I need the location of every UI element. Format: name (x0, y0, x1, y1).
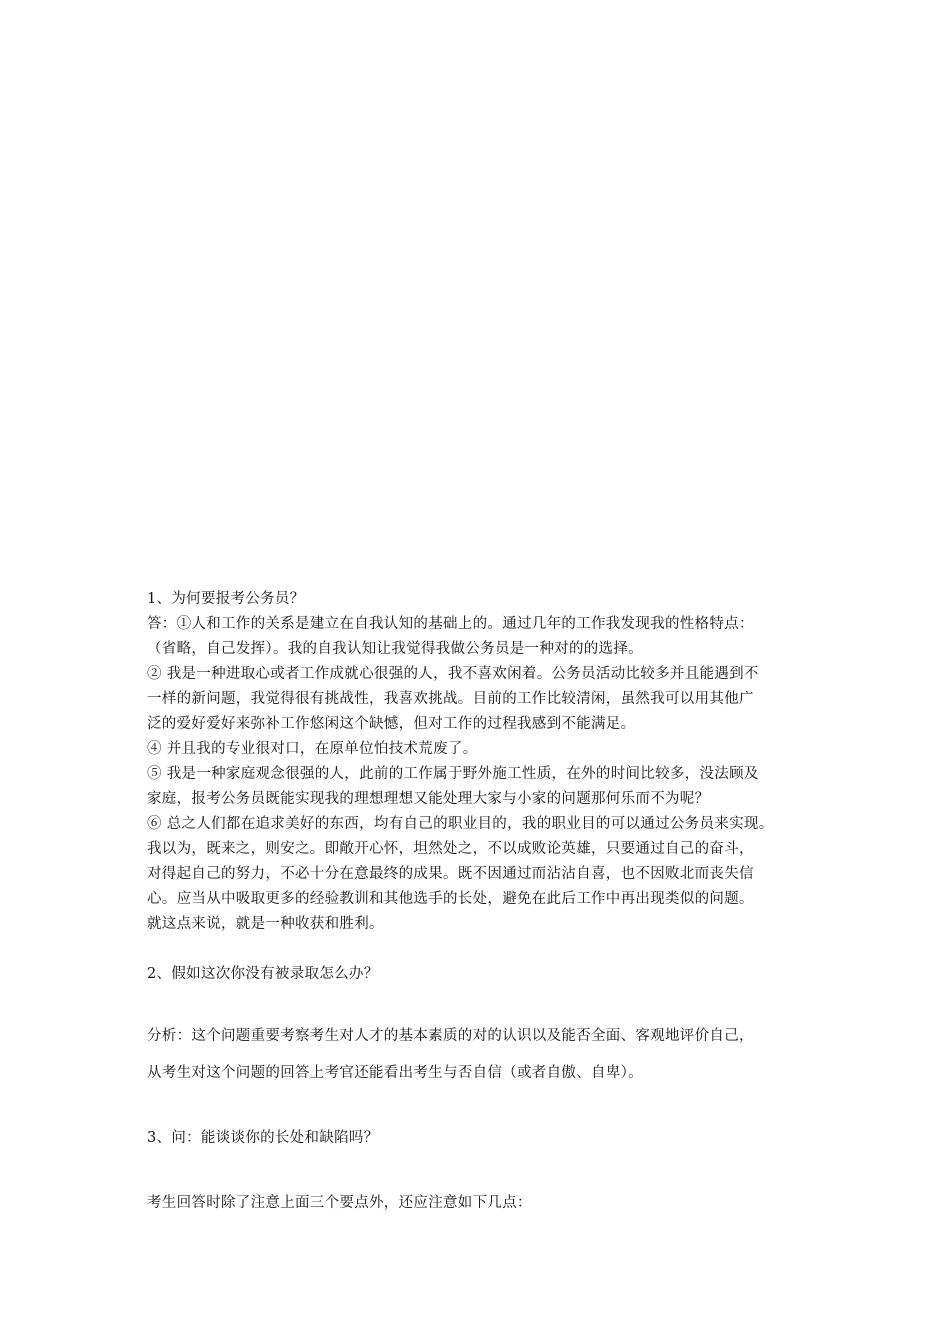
spacer (147, 1049, 837, 1061)
answer-line: 对得起自己的努力，不必十分在意最终的成果。既不因通过而沾沾自喜，也不因败北而丧失信 (147, 866, 754, 882)
analysis-line: 分析：这个问题重要考察考生对人才的基本素质的对的认识以及能否全面、客观地评价自己， (147, 1028, 754, 1044)
answer-line: （省略，自己发挥）。我的自我认知让我觉得我做公务员是一种对的的选择。 (147, 641, 643, 657)
answer-line: 泛的爱好爱好来弥补工作悠闲这个缺憾，但对工作的过程我感到不能满足。 (147, 716, 636, 732)
analysis-line: 从考生对这个问题的回答上考官还能看出考生与否自信（或者自傲、自卑）。 (147, 1065, 643, 1081)
answer-line: 我以为，既来之，则安之。即敞开心怀，坦然处之，不以成败论英雄，只要通过自己的奋斗， (147, 841, 754, 857)
answer-line: 心。应当从中吸取更多的经验教训和其他选手的长处，避免在此后工作中再出现类似的问题。 (147, 891, 754, 907)
spacer (147, 1151, 837, 1191)
note-line: 考生回答时除了注意上面三个要点外，还应注意如下几点： (147, 1195, 532, 1211)
answer-line: 一样的新问题，我觉得很有挑战性，我喜欢挑战。目前的工作比较清闲，虽然我可以用其他广 (147, 691, 754, 707)
question-1-title: 1、为何要报考公务员？ (147, 591, 305, 607)
answer-line: ② 我是一种进取心或者工作成就心很强的人，我不喜欢闲着。公务员活动比较多并且能遇到不 (147, 666, 759, 682)
answer-line: 家庭，报考公务员既能实现我的理想理想又能处理大家与小家的问题那何乐而不为呢？ (147, 791, 710, 807)
answer-line: ④ 并且我的专业很对口，在原单位怕技术荒废了。 (147, 741, 478, 757)
answer-line: ⑥ 总之人们都在追求美好的东西，均有自己的职业目的，我的职业目的可以通过公务员来实现。 (147, 816, 774, 832)
document-body (147, 587, 837, 1216)
spacer (147, 987, 837, 1024)
answer-line: 就这点来说，就是一种收获和胜利。 (147, 916, 384, 932)
answer-line: ⑤ 我是一种家庭观念很强的人，此前的工作属于野外施工性质，在外的时间比较多，没法顾及 (147, 766, 759, 782)
question-2-title: 2、假如这次你没有被录取怎么办？ (147, 966, 379, 982)
spacer (147, 1086, 837, 1126)
answer-line: 答：①人和工作的关系是建立在自我认知的基础上的。通过几年的工作我发现我的性格特点： (147, 616, 754, 632)
spacer (147, 937, 837, 962)
question-3-title: 3、问：能谈谈你的长处和缺陷吗？ (147, 1130, 379, 1146)
